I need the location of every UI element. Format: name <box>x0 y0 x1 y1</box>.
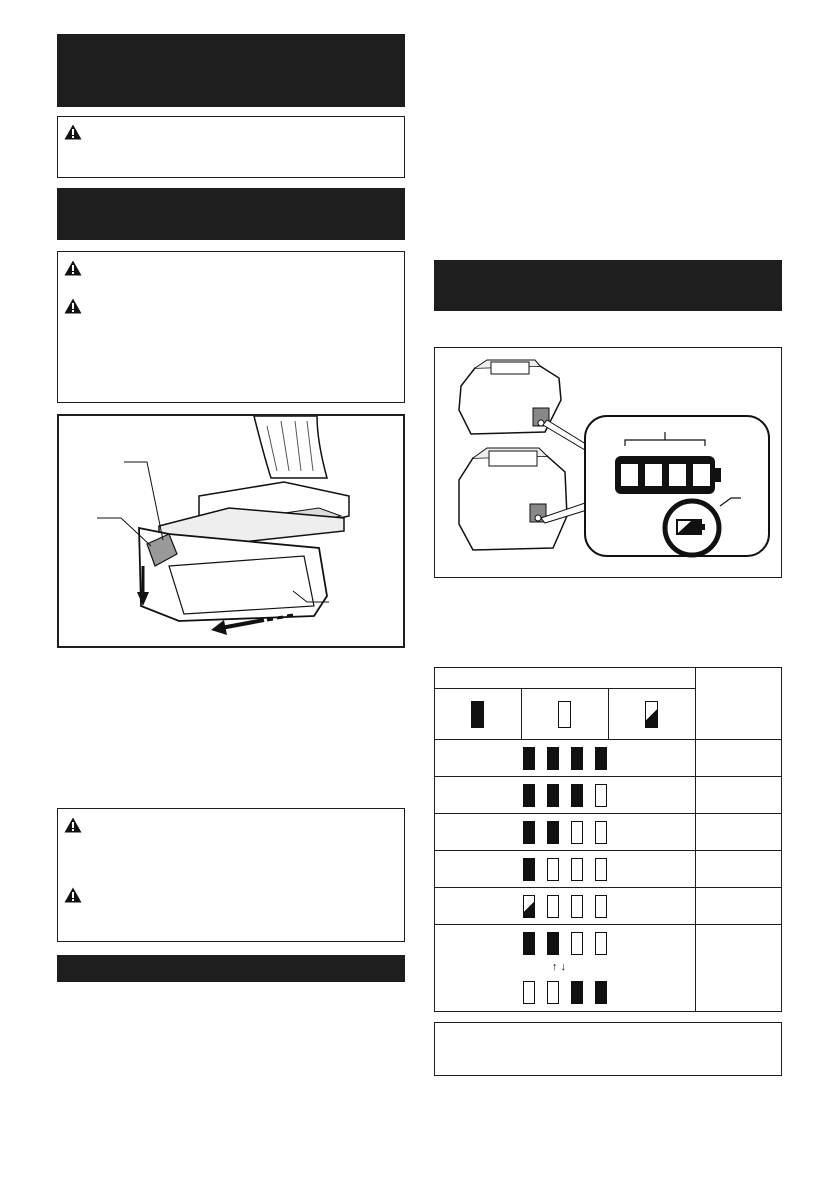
caution-box-3 <box>57 808 405 942</box>
lamp-icon <box>571 747 583 770</box>
lamp-icon <box>595 747 607 770</box>
lamp-icon <box>547 821 559 844</box>
battery-indicator-illustration <box>435 348 781 577</box>
indicator-table <box>434 667 782 1012</box>
lamp-blinking-icon <box>645 701 658 728</box>
lamp-icon <box>523 981 535 1004</box>
section-header-bar-3 <box>57 955 405 982</box>
section-header-bar-1 <box>57 34 405 107</box>
warning-triangle-icon <box>64 124 82 140</box>
caution-box-2 <box>57 251 405 403</box>
lamp-lit-icon <box>471 701 484 728</box>
arrow-up-icon: ↑ <box>552 961 558 973</box>
lamp-icon <box>523 821 535 844</box>
lamp-icon <box>595 784 607 807</box>
lamp-icon <box>595 895 607 918</box>
figure-battery-indicator <box>434 347 782 578</box>
lamp-icon <box>571 895 583 918</box>
lamp-icon <box>547 747 559 770</box>
lamp-icon <box>571 821 583 844</box>
warning-triangle-icon <box>64 260 82 276</box>
lamp-icon <box>595 858 607 881</box>
lamp-icon <box>523 784 535 807</box>
lamp-icon <box>571 932 583 955</box>
indicator-row <box>435 851 696 888</box>
capacity-cell <box>695 888 781 925</box>
lamp-icon <box>595 981 607 1004</box>
arrow-left-icon <box>211 620 227 635</box>
lamp-icon <box>523 858 535 881</box>
note-box <box>434 1022 782 1076</box>
legend-blinking <box>608 689 695 740</box>
indicator-row <box>435 814 696 851</box>
remaining-capacity-header <box>695 668 781 740</box>
lamp-icon <box>523 747 535 770</box>
alternate-arrows <box>552 961 566 973</box>
lamp-icon <box>547 858 559 881</box>
indicator-row <box>435 777 696 814</box>
lamp-icon <box>595 821 607 844</box>
legend-off <box>521 689 608 740</box>
lamp-icon <box>547 981 559 1004</box>
lamp-icon <box>571 784 583 807</box>
lamp-icon <box>571 858 583 881</box>
indicator-row-alternating <box>435 925 696 1012</box>
capacity-cell <box>695 925 781 1012</box>
legend-lit <box>435 689 522 740</box>
capacity-cell <box>695 814 781 851</box>
lamp-icon <box>595 932 607 955</box>
warning-triangle-icon <box>64 298 82 314</box>
section-header-bar-2 <box>57 188 405 240</box>
indicator-lamps-header <box>435 668 696 689</box>
lamp-icon <box>571 981 583 1004</box>
capacity-cell <box>695 740 781 777</box>
lamp-off-icon <box>558 701 571 728</box>
lamp-icon <box>523 932 535 955</box>
capacity-cell <box>695 777 781 814</box>
battery-removal-illustration <box>59 416 403 646</box>
lamp-icon <box>547 895 559 918</box>
figure-battery-removal <box>57 414 405 648</box>
warning-triangle-icon <box>64 817 82 833</box>
capacity-cell <box>695 851 781 888</box>
section-header-bar-4 <box>434 260 782 311</box>
arrow-down-icon: ↓ <box>560 961 567 973</box>
lamp-icon <box>523 895 535 918</box>
lamp-icon <box>547 932 559 955</box>
indicator-row <box>435 740 696 777</box>
warning-triangle-icon <box>64 887 82 903</box>
lamp-icon <box>547 784 559 807</box>
indicator-row <box>435 888 696 925</box>
caution-box-1 <box>57 116 405 178</box>
